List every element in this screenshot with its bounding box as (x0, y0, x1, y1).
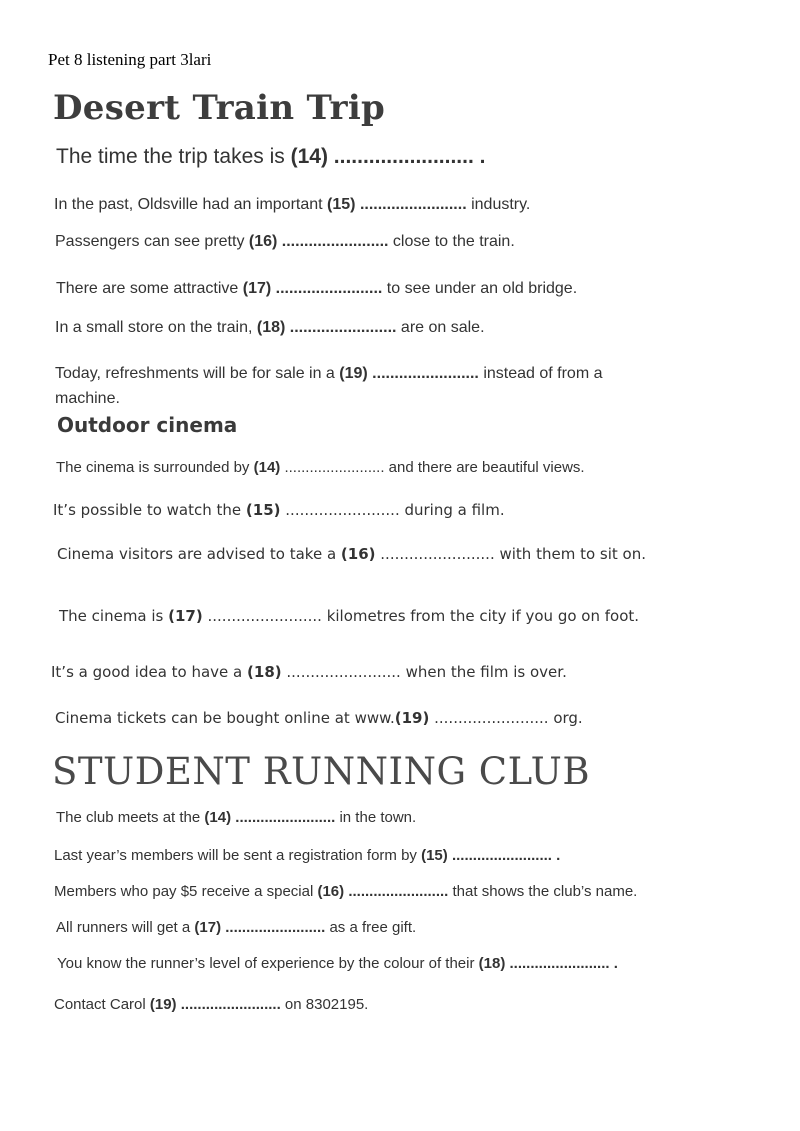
question-outdoor-18 (51, 663, 567, 681)
answer-blank: ........................ (355, 196, 467, 213)
question-text: There are some attractive (56, 280, 243, 297)
question-number: (17) (242, 280, 272, 297)
question-number: (19) (149, 996, 177, 1013)
question-desert-15 (54, 196, 530, 214)
question-text-after: that shows the club’s name. (448, 883, 638, 900)
question-number: (16) (340, 545, 376, 563)
question-number: (18) (478, 955, 506, 972)
question-desert-18 (55, 319, 485, 337)
question-desert-14 (56, 145, 485, 169)
section-title-outdoor-cinema: Outdoor cinema (57, 413, 238, 437)
document-header: Pet 8 listening part 3lari (48, 50, 212, 69)
question-number: (18) (256, 319, 286, 336)
answer-blank: ........................ . (505, 955, 618, 972)
question-text-after: to see under an old bridge. (382, 280, 578, 297)
question-text: In the past, Oldsville had an important (54, 196, 328, 213)
question-number: (15) (245, 501, 281, 519)
question-number: (15) (327, 196, 356, 213)
question-text-after: in the town. (335, 809, 417, 826)
question-running-17 (56, 919, 416, 936)
section-title-student-running-club: STUDENT RUNNING CLUB (52, 750, 591, 793)
question-number: (17) (168, 607, 203, 625)
question-outdoor-19 (55, 709, 583, 727)
question-outdoor-14 (56, 459, 585, 476)
question-text: The cinema is surrounded by (56, 459, 254, 476)
question-running-16 (54, 883, 637, 900)
question-text: All runners will get a (56, 919, 195, 936)
question-running-14 (56, 809, 416, 826)
question-text: Last year’s members will be sent a registration form by (54, 847, 422, 864)
question-text-after: are on sale. (396, 319, 485, 336)
answer-blank: ........................ (277, 233, 389, 250)
question-text-after: instead of from a machine. (55, 365, 603, 407)
question-text-after: industry. (466, 196, 531, 213)
question-number: (16) (317, 883, 345, 900)
answer-blank: ........................ (429, 709, 549, 727)
question-text: It’s possible to watch the (53, 501, 246, 519)
question-text: Contact Carol (54, 996, 150, 1013)
question-text-after: org. (548, 709, 583, 727)
question-text-after: during a film. (399, 501, 505, 519)
question-desert-17 (56, 280, 577, 298)
answer-blank: ........................ . (327, 145, 486, 168)
question-desert-19 (55, 361, 670, 411)
answer-blank: ........................ (202, 607, 322, 625)
answer-blank: ........................ (375, 545, 495, 563)
question-running-15 (54, 847, 560, 864)
answer-blank: ........................ (344, 883, 449, 900)
question-text-after: close to the train. (388, 233, 515, 250)
question-text: Cinema tickets can be bought online at www. (55, 709, 395, 727)
question-outdoor-17 (59, 605, 644, 628)
section-title-desert-train-trip: Desert Train Trip (53, 88, 386, 128)
question-text-after: when the film is over. (400, 663, 567, 681)
answer-blank: ........................ (281, 663, 401, 681)
answer-blank: ........................ (176, 996, 281, 1013)
question-number: (17) (194, 919, 222, 936)
question-text: Today, refreshments will be for sale in a (55, 365, 340, 382)
answer-blank: ........................ . (447, 847, 561, 864)
question-text: Members who pay $5 receive a special (54, 883, 318, 900)
answer-blank: ........................ (285, 319, 397, 336)
question-text: Passengers can see pretty (55, 233, 249, 250)
question-text-after: on 8302195. (280, 996, 369, 1013)
question-text: The club meets at the (56, 809, 205, 826)
question-text-after: kilometres from the city if you go on foot. (321, 607, 640, 625)
question-number: (14) (290, 145, 328, 168)
answer-blank: ........................ (271, 280, 383, 297)
question-number: (19) (394, 709, 430, 727)
question-text: It’s a good idea to have a (51, 663, 248, 681)
question-text: Cinema visitors are advised to take a (57, 545, 341, 563)
question-number: (15) (421, 847, 448, 864)
question-text: The cinema is (59, 607, 169, 625)
question-number: (16) (248, 233, 278, 250)
question-desert-16 (55, 233, 515, 251)
answer-blank: ........................ (280, 459, 385, 476)
question-text-after: with them to sit on. (494, 545, 646, 563)
question-outdoor-16 (57, 543, 657, 566)
question-number: (14) (253, 459, 281, 476)
answer-blank: ........................ (280, 501, 400, 519)
question-text-after: as a free gift. (325, 919, 417, 936)
answer-blank: ........................ (231, 809, 336, 826)
question-number: (18) (247, 663, 282, 681)
question-outdoor-15 (53, 501, 505, 519)
question-running-19 (54, 996, 368, 1013)
question-text-after: and there are beautiful views. (384, 459, 585, 476)
answer-blank: ........................ (367, 365, 479, 382)
question-number: (19) (339, 365, 368, 382)
question-running-18 (57, 955, 618, 972)
answer-blank: ........................ (221, 919, 326, 936)
question-text: In a small store on the train, (55, 319, 257, 336)
question-text: You know the runner’s level of experience by the colour of their (57, 955, 479, 972)
question-number: (14) (204, 809, 232, 826)
question-text: The time the trip takes is (56, 145, 291, 168)
